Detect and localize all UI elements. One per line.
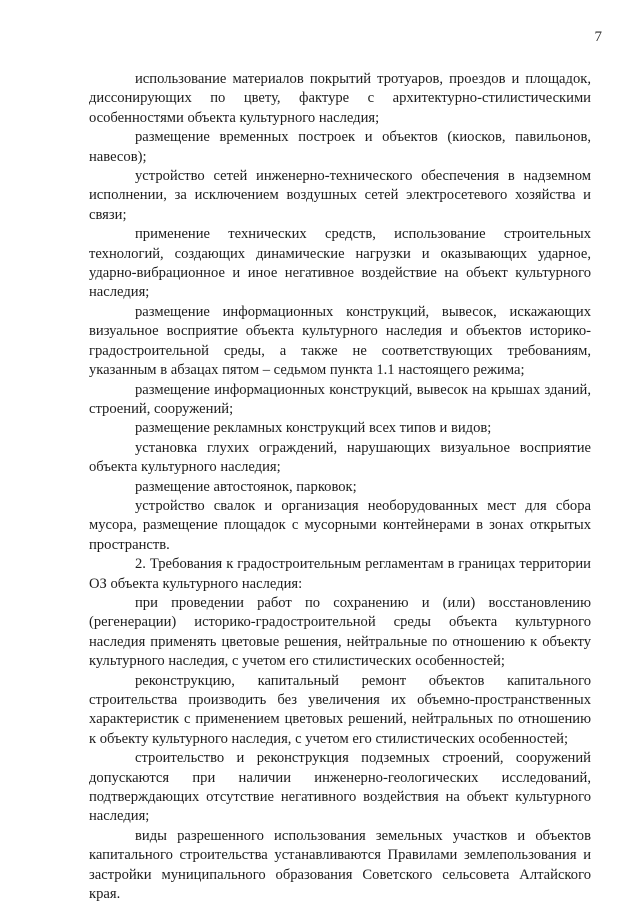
paragraph: использование материалов покрытий тротуаров, проездов и площадок, диссонирующих по цвету, фактуре с архитектурно-стилистическими особенностями объекта культурного наследия; (89, 71, 591, 126)
paragraph: устройство сетей инженерно-технического обеспечения в надземном исполнении, за исключением воздушных сетей электросетевого хозяйства и связи; (89, 168, 591, 223)
paragraph: при проведении работ по сохранению и (или) восстановлению (регенерации) историко-градостроительной среды объекта культурного наследия применять цветовые решения, нейтральные по отношению к объекту культурного наследия, с учетом его стилистических особенностей; (89, 594, 591, 670)
paragraph: размещение рекламных конструкций всех типов и видов; (135, 420, 492, 437)
paragraph: строительство и реконструкция подземных строений, сооружений допускаются при наличии инженерно-геологических исследований, подтверждающих отсутствие негативного воздействия на объект культурного наследия; (89, 750, 591, 825)
document-body (89, 70, 591, 904)
paragraph: применение технических средств, использование строительных технологий, создающих динамические нагрузки и оказывающих ударное, ударно-вибрационное и иное негативное воздействие на объект культурного наследия; (89, 226, 591, 301)
paragraph: размещение информационных конструкций, вывесок на крышах зданий, строений, сооружений; (89, 381, 591, 417)
paragraph: виды разрешенного использования земельных участков и объектов капитального строительства устанавливаются Правилами землепользования и застройки муниципального образования Советского сельсовета Алтайского края. (89, 827, 591, 903)
paragraph: установка глухих ограждений, нарушающих визуальное восприятие объекта культурного наследия; (89, 439, 591, 476)
page-number: 7 (594, 29, 602, 45)
paragraph: реконструкцию, капитальный ремонт объектов капитального строительства производить без увеличения их объемно-пространственных характеристик с применением цветовых решений, нейтральных по отношению к объекту культурного наследия, с учетом его стилистических особенностей; (89, 672, 591, 747)
paragraph: размещение временных построек и объектов (киосков, павильонов, навесов); (89, 129, 591, 165)
paragraph: размещение информационных конструкций, вывесок, искажающих визуальное восприятие объекта культурного наследия и объектов историко-градостроительной среды, а также не соответствующих требованиям, указанным в абзацах пятом – седьмом пункта 1.1 настоящего режима; (89, 303, 591, 379)
paragraph: размещение автостоянок, парковок; (135, 478, 357, 495)
section-heading: 2. Требования к градостроительным регламентам в границах территории ОЗ объекта культурного наследия: (89, 556, 591, 592)
paragraph: устройство свалок и организация необорудованных мест для сбора мусора, размещение площадок с мусорными контейнерами в зонах открытых пространств. (89, 497, 591, 553)
